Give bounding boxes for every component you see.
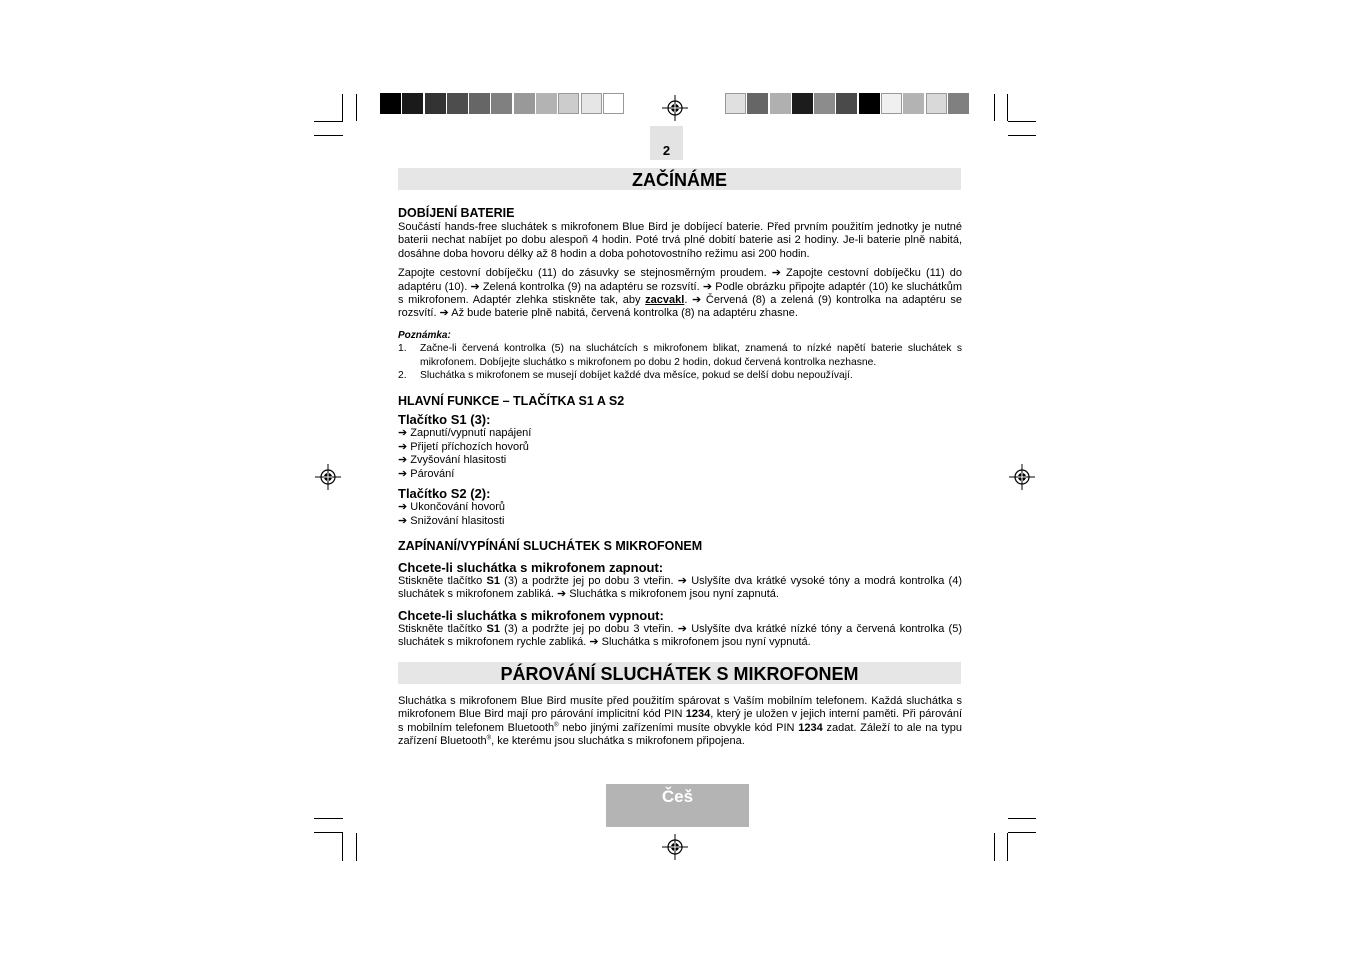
crop-mark-icon [314,832,343,833]
crop-mark-icon [356,94,357,121]
charging-section [398,206,962,382]
pairing-text: zadat. Záleží to ale na typu zařízení Bluetooth [398,721,962,748]
registered-mark: ® [554,722,559,729]
list-item: ➔ Snižování hlasitosti [398,514,505,527]
color-swatch [859,93,880,114]
functions-section [398,394,962,529]
list-item [398,342,962,369]
pairing-text: Sluchátka s mikrofonem Blue Bird musíte před použitím spárovat s Vaším mobilním telefonem. Každá sluchátka s mikrofonem Blue Bird mají pro párování implicitní kód PIN [398,695,962,721]
power-off-paragraph [398,623,962,650]
list-item: ➔ Ukončování hovorů [398,501,506,514]
color-bar-right [725,93,970,114]
crop-mark-icon [314,121,343,122]
registration-mark-icon [662,834,688,860]
list-number: 1. [398,343,407,355]
color-swatch [514,93,535,114]
color-swatch [425,93,446,114]
charging-heading: DOBÍJENÍ BATERIE [398,206,515,220]
pin-code: 1234 [798,721,823,734]
crop-mark-icon [1008,832,1036,833]
note-list [398,342,962,382]
registered-mark: ® [486,735,492,742]
list-text: Sluchátka s mikrofonem se musejí dobíjet každé dva měsíce, pokud se delší dobu nepoužívají. [420,369,853,381]
button-key: S1 [486,622,500,635]
power-on-title: Chcete-li sluchátka s mikrofonem zapnout: [398,560,664,575]
list-number: 2. [398,369,407,381]
list-item: ➔ Zvyšování hlasitosti [398,454,507,467]
crop-mark-icon [342,94,343,121]
color-swatch [770,93,791,114]
pin-code: 1234 [685,708,711,721]
crop-mark-icon [1008,135,1036,136]
power-on-text: (3) a podržte jej po dobu 3 vteřin. ➔ Uslyšíte dva krátké vysoké tóny a modrá kontrolka (4) sluchátek s mikrofonem zabliká. ➔ Sluchátka s mikrofonem jsou nyní zapnutá. [398,575,962,601]
color-swatch [792,93,813,114]
color-swatch [536,93,557,114]
section-title-pairing: PÁROVÁNÍ SLUCHÁTEK S MIKROFONEM [398,662,961,684]
power-off-title: Chcete-li sluchátka s mikrofonem vypnout: [398,607,664,623]
color-swatch [747,93,768,114]
power-on-text: Stiskněte tlačítko [398,575,487,587]
list-text: Začne-li červená kontrolka (5) na sluchátcích s mikrofonem blikat, znamená to nízké napětí baterie sluchátek s mikrofonem. Dobíjejte sluchátko s mikrofonem po dobu 2 hodin, dokud červená kontrolka nezhasne. [420,343,962,368]
color-swatch [814,93,835,114]
functions-heading: HLAVNÍ FUNKCE – TLAČÍTKA S1 A S2 [398,394,625,408]
pairing-section [398,695,962,749]
power-heading: ZAPÍNANÍ/VYPÍNÁNÍ SLUCHÁTEK S MIKROFONEM [398,539,703,553]
note-label: Poznámka: [398,329,451,341]
color-swatch [903,93,924,114]
color-swatch [402,93,423,114]
color-bar-left [380,93,625,114]
crop-mark-icon [994,94,995,121]
pairing-text: , který je uložen v jejich interní paměti. Při párování s mobilním telefonem Bluetooth [398,708,962,734]
button-key: S1 [486,575,500,587]
pairing-text: nebo jinými zařízeními musíte obvykle kód PIN [558,721,799,734]
color-swatch [725,93,746,114]
charging-paragraph-2 [398,267,962,321]
page-number: 2 [650,126,683,160]
power-off-text: (3) a podržte jej po dobu 3 vteřin. ➔ Uslyšíte dva krátké nízké tóny a červená kontrolka (5) sluchátek s mikrofonem rychle zabliká. ➔ Sluchátka s mikrofonem jsou nyní vypnutá. [398,622,962,649]
crop-mark-icon [342,833,343,861]
list-item: ➔ Přijetí příchozích hovorů [398,440,529,453]
section-title-getting-started: ZAČÍNÁME [398,168,961,190]
crop-mark-icon [994,833,995,861]
color-swatch [469,93,490,114]
pairing-text: , ke kterému jsou sluchátka s mikrofonem připojena. [491,735,745,748]
charging-text: . ➔ Červená (8) a zelená (9) kontrolka na adaptéru se rozsvítí. ➔ Až bude baterie plně nabitá, červená kontrolka (8) na adaptéru zhasne. [398,294,962,320]
charging-text: Zapojte cestovní dobíječku (11) do zásuvky se stejnosměrným proudem. ➔ Zapojte cestovní dobíječku (11) do adaptéru (10). ➔ Zelená kontrolka (9) na adaptéru se rozsvítí. ➔ Podle obrázku připojte adaptér (10) ke sluchátkům s mikrofonem. Adaptér zlehka stiskněte tak, aby [398,267,962,307]
color-swatch [491,93,512,114]
color-swatch [836,93,857,114]
button-s2-title: Tlačítko S2 (2): [398,486,491,502]
crop-mark-icon [314,818,343,819]
color-swatch [926,93,947,114]
list-item [398,369,962,382]
registration-mark-icon [1009,464,1035,490]
charging-paragraph-1: Součástí hands-free sluchátek s mikrofonem Blue Bird je dobíjecí baterie. Před prvním použitím jednotky je nutné baterii nechat nabíjet po dobu alespoň 4 hodin. Poté trvá plné dobití baterie asi 2 hodiny. Je-li baterie plně nabitá, dosáhne doba hovoru délky až 8 hodin a doba pohotovostního režimu asi 200 hodin. [398,221,962,260]
crop-mark-icon [1008,818,1036,819]
list-item: ➔ Zapnutí/vypnutí napájení [398,427,532,439]
button-s1-title: Tlačítko S1 (3): [398,412,491,427]
registration-mark-icon [662,95,688,121]
color-swatch [558,93,579,114]
power-on-paragraph [398,575,962,602]
color-swatch [380,93,401,114]
color-swatch [603,93,624,114]
registration-mark-icon [315,464,341,490]
pairing-paragraph [398,695,962,749]
language-tab: Češ [606,784,749,827]
emphasis-word: zacvakl [645,294,685,307]
color-swatch [447,93,468,114]
color-swatch [881,93,902,114]
crop-mark-icon [1007,94,1008,121]
crop-mark-icon [1007,833,1008,861]
crop-mark-icon [314,135,343,136]
crop-mark-icon [356,833,357,861]
crop-mark-icon [1008,121,1036,122]
color-swatch [581,93,602,114]
power-off-text: Stiskněte tlačítko [398,622,487,635]
list-item: ➔ Párování [398,467,455,480]
power-section [398,539,962,650]
color-swatch [948,93,969,114]
